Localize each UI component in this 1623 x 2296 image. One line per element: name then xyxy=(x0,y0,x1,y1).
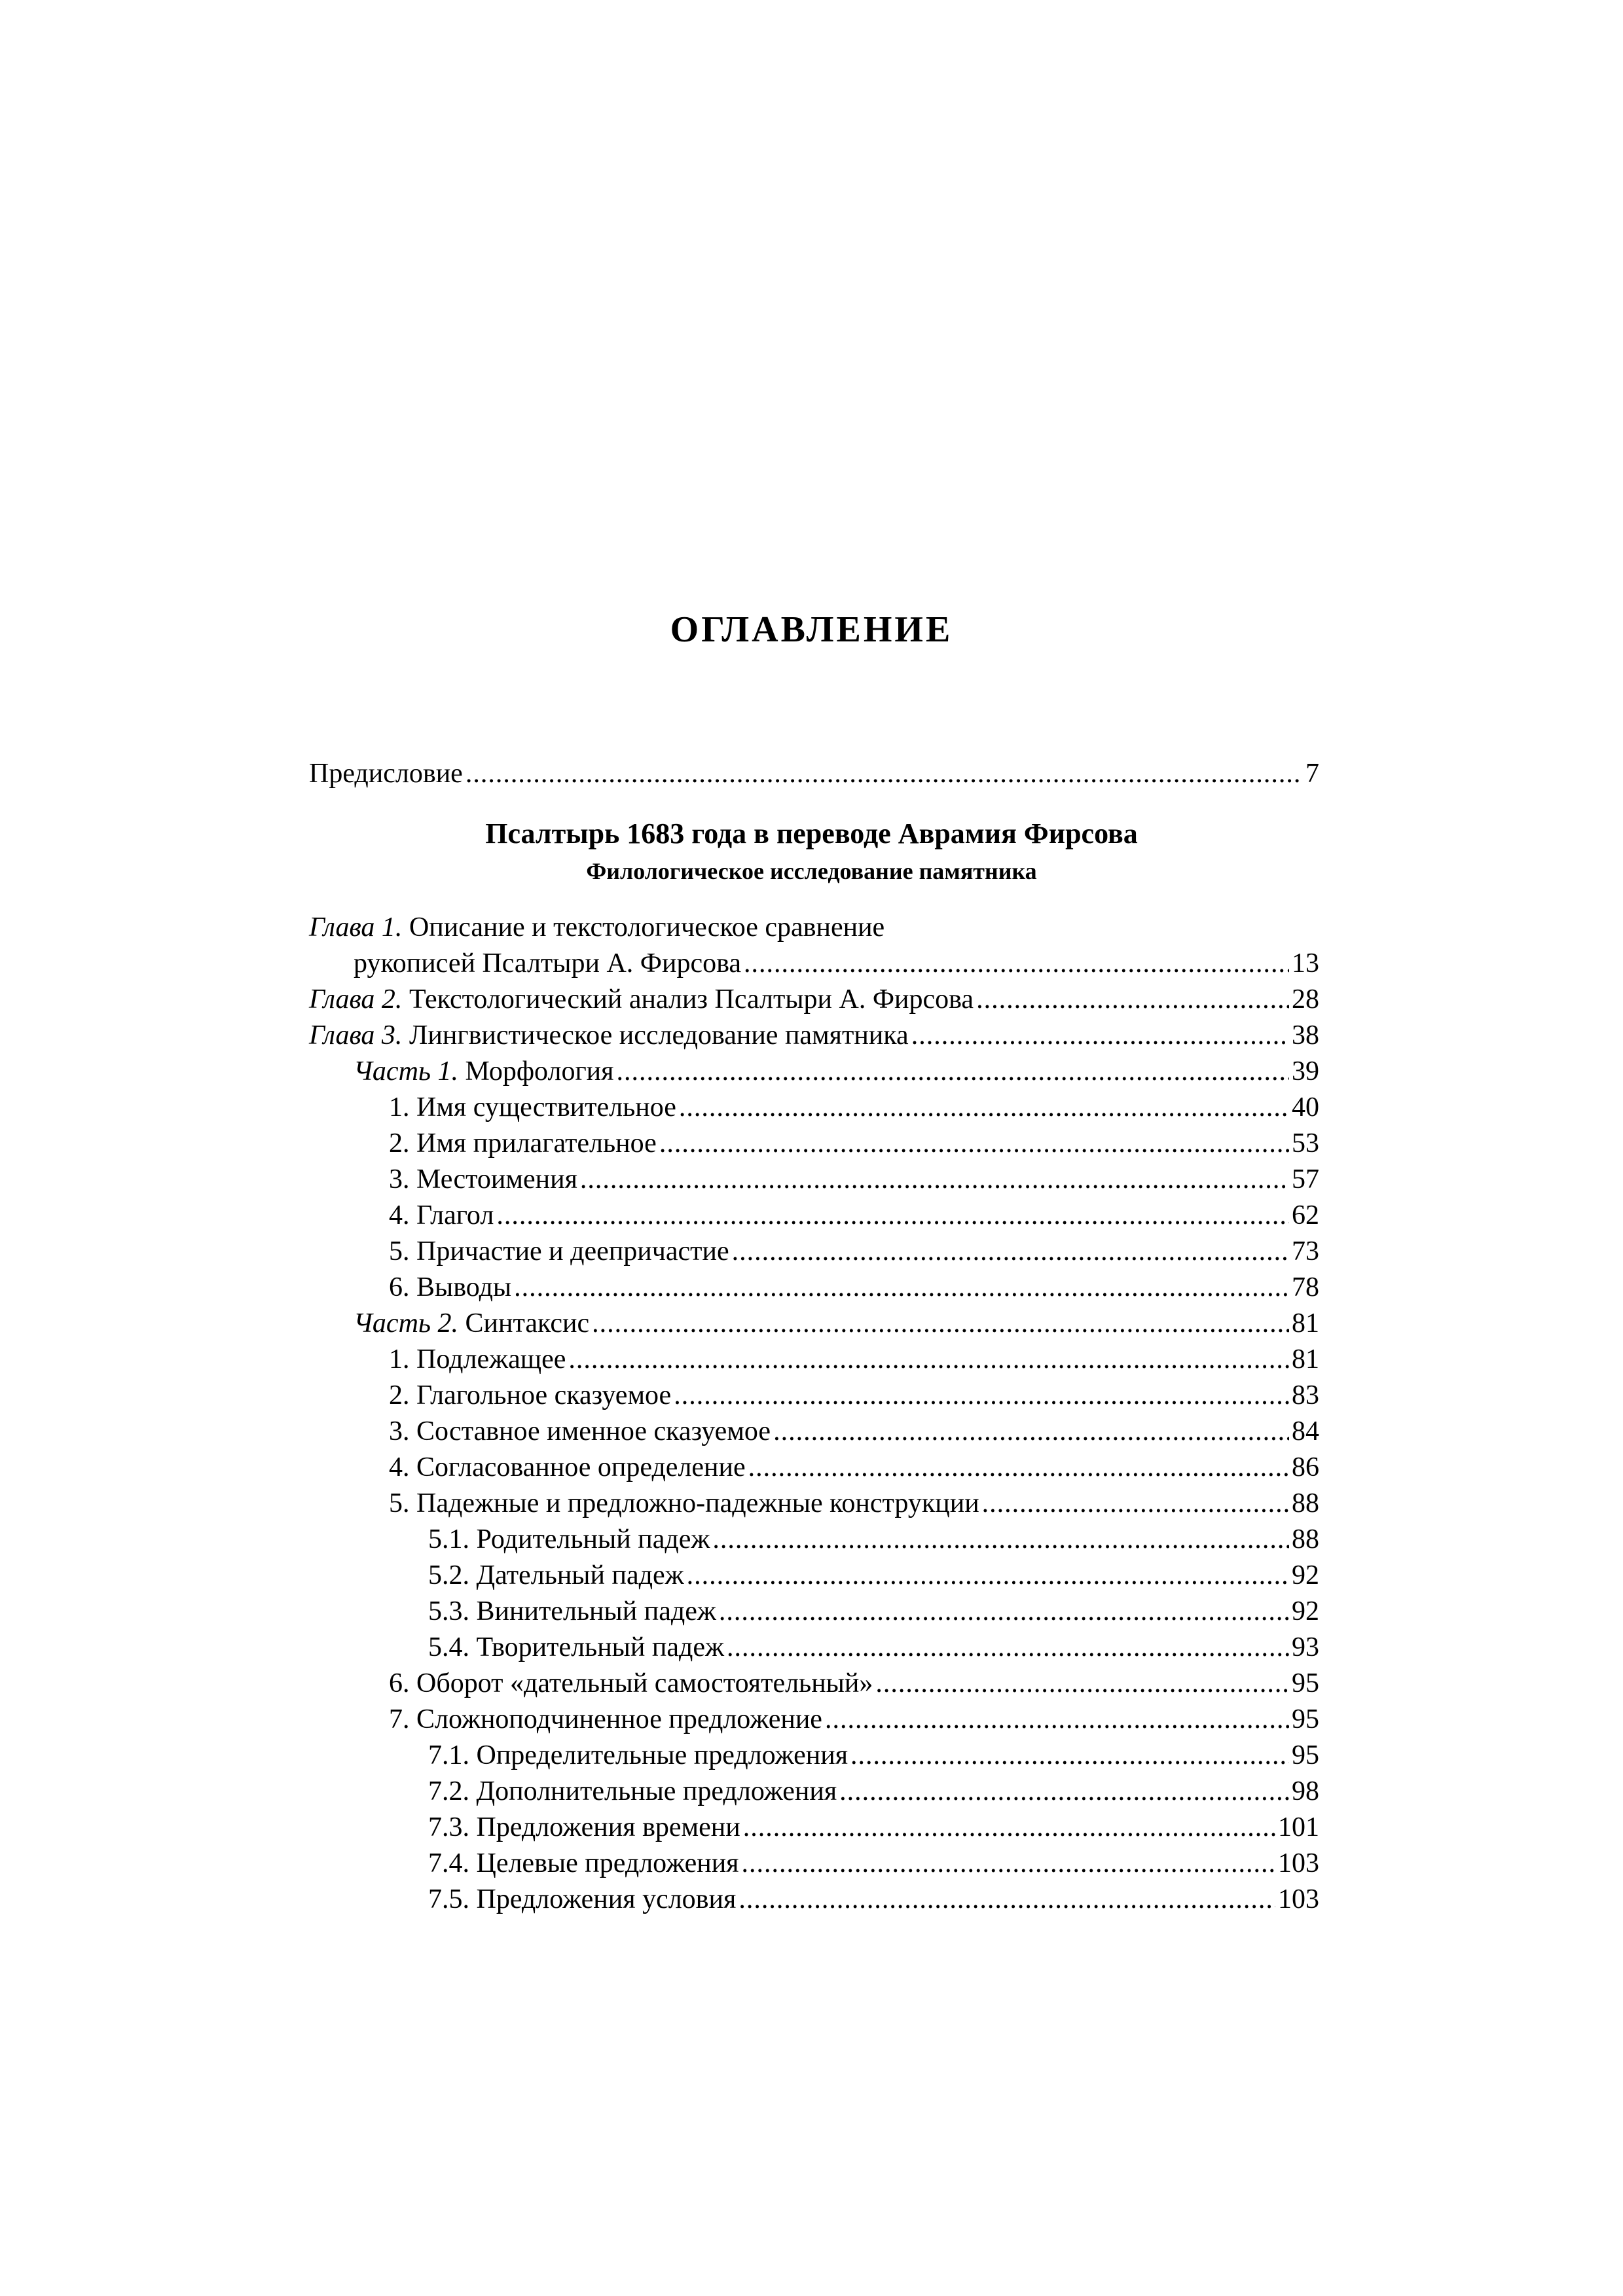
toc-entry-part-2[interactable] xyxy=(354,1306,1319,1341)
toc-entry-page: 38 xyxy=(1292,1020,1319,1050)
toc-entry-label: 7.3. Предложения времени xyxy=(428,1812,740,1842)
toc-entry-label: 7. Сложноподчиненное предложение xyxy=(389,1704,822,1734)
toc-entry-page: 88 xyxy=(1292,1488,1319,1518)
toc-entry-page: 101 xyxy=(1278,1812,1319,1842)
toc-entry[interactable] xyxy=(428,1594,1319,1629)
toc-entry-label: 7.5. Предложения условия xyxy=(428,1884,737,1914)
section-title: Псалтырь 1683 года в переводе Аврамия Фирсова xyxy=(485,817,1138,850)
toc-entry-page: 28 xyxy=(1292,984,1319,1014)
toc-entry-label: Предисловие xyxy=(309,759,463,789)
toc-entry-label: рукописей Псалтыри А. Фирсова xyxy=(354,948,741,978)
toc-entry[interactable] xyxy=(389,1450,1319,1485)
dot-leader xyxy=(568,1342,1289,1377)
toc-entry[interactable] xyxy=(389,1414,1319,1449)
toc-entry-label: 7.1. Определительные предложения xyxy=(428,1740,848,1770)
toc-entry-chapter-3[interactable] xyxy=(309,1018,1319,1053)
dot-leader xyxy=(712,1522,1289,1557)
dot-leader xyxy=(727,1630,1289,1665)
section-subtitle: Филологическое исследование памятника xyxy=(586,858,1037,884)
toc-entry-page: 39 xyxy=(1292,1056,1319,1086)
toc-entry-label: 5.4. Творительный падеж xyxy=(428,1632,725,1662)
chapter-lead: Глава 2. xyxy=(309,984,403,1014)
toc-entry-page: 98 xyxy=(1292,1776,1319,1806)
part-lead: Часть 2. xyxy=(354,1308,459,1338)
toc-entry-label: 4. Глагол xyxy=(389,1200,494,1230)
dot-leader xyxy=(839,1774,1289,1809)
toc-entry[interactable] xyxy=(389,1162,1319,1197)
toc-entry-page: 92 xyxy=(1292,1596,1319,1626)
part-lead: Часть 1. xyxy=(354,1056,459,1086)
toc-entry[interactable] xyxy=(428,1522,1319,1557)
toc-entry[interactable] xyxy=(389,1198,1319,1233)
toc-entry[interactable] xyxy=(428,1774,1319,1809)
toc-entry-label: 2. Имя прилагательное xyxy=(389,1128,657,1158)
toc-entry-label: 1. Имя существительное xyxy=(389,1092,676,1122)
toc-entry-label: 4. Согласованное определение xyxy=(389,1452,746,1482)
toc-entry[interactable] xyxy=(428,1558,1319,1593)
dot-leader xyxy=(982,1486,1289,1521)
toc-entry-label: 3. Составное именное сказуемое xyxy=(389,1416,771,1446)
chapter-lead: Глава 3. xyxy=(309,1020,403,1050)
toc-entry-label: Описание и текстологическое сравнение xyxy=(409,912,885,942)
toc-entry-page: 57 xyxy=(1292,1164,1319,1194)
toc-entry[interactable] xyxy=(428,1846,1319,1881)
toc-entry-label: Текстологический анализ Псалтыри А. Фирсова xyxy=(409,984,974,1014)
toc-entry-label: Лингвистическое исследование памятника xyxy=(409,1020,909,1050)
toc-entry[interactable] xyxy=(389,1378,1319,1413)
dot-leader xyxy=(744,946,1289,981)
toc-entry[interactable] xyxy=(389,1486,1319,1521)
dot-leader xyxy=(465,756,1303,791)
dot-leader xyxy=(674,1378,1289,1413)
toc-entry[interactable] xyxy=(389,1090,1319,1125)
dot-leader xyxy=(850,1738,1289,1773)
toc-entry[interactable] xyxy=(428,1882,1319,1917)
dot-leader xyxy=(719,1594,1289,1629)
toc-entry[interactable] xyxy=(389,1234,1319,1269)
toc-entry-label: Морфология xyxy=(465,1056,614,1086)
dot-leader xyxy=(592,1306,1289,1341)
toc-entry-label: 7.4. Целевые предложения xyxy=(428,1848,739,1878)
toc-entry-page: 84 xyxy=(1292,1416,1319,1446)
toc-entry-label: Синтаксис xyxy=(465,1308,590,1338)
dot-leader xyxy=(742,1846,1276,1881)
toc-entry[interactable] xyxy=(428,1810,1319,1845)
dot-leader xyxy=(825,1702,1289,1737)
dot-leader xyxy=(514,1270,1289,1305)
toc-entry-page: 95 xyxy=(1292,1704,1319,1734)
toc-entry-page: 62 xyxy=(1292,1200,1319,1230)
toc-entry[interactable] xyxy=(389,1342,1319,1377)
dot-leader xyxy=(496,1198,1289,1233)
toc-entry-page: 7 xyxy=(1305,759,1319,789)
toc-entry-label: 6. Выводы xyxy=(389,1272,512,1302)
toc-entry[interactable] xyxy=(389,1126,1319,1161)
toc-entry-label: 5.3. Винительный падеж xyxy=(428,1596,716,1626)
toc-entry-page: 78 xyxy=(1292,1272,1319,1302)
dot-leader xyxy=(659,1126,1289,1161)
dot-leader xyxy=(773,1414,1289,1449)
toc-entry[interactable] xyxy=(389,1666,1319,1701)
toc-entry-label: 5. Падежные и предложно-падежные конструкции xyxy=(389,1488,979,1518)
toc-entry-part-1[interactable] xyxy=(354,1054,1319,1089)
dot-leader xyxy=(687,1558,1289,1593)
dot-leader xyxy=(732,1234,1289,1269)
toc-entry[interactable] xyxy=(389,1270,1319,1305)
toc-entry-label: 1. Подлежащее xyxy=(389,1344,566,1374)
dot-leader xyxy=(976,982,1289,1017)
dot-leader xyxy=(739,1882,1275,1917)
toc-entry-page: 81 xyxy=(1292,1308,1319,1338)
dot-leader xyxy=(616,1054,1289,1089)
dot-leader xyxy=(679,1090,1289,1125)
toc-entry-chapter-1-line-2[interactable] xyxy=(354,946,1319,981)
toc-entry-preface[interactable] xyxy=(309,756,1319,791)
toc-entry-label: 7.2. Дополнительные предложения xyxy=(428,1776,837,1806)
toc-entry-page: 103 xyxy=(1278,1884,1319,1914)
dot-leader xyxy=(911,1018,1289,1053)
toc-entry-page: 53 xyxy=(1292,1128,1319,1158)
dot-leader xyxy=(580,1162,1289,1197)
dot-leader xyxy=(743,1810,1275,1845)
toc-entry-label: 3. Местоимения xyxy=(389,1164,577,1194)
toc-entry-page: 95 xyxy=(1292,1740,1319,1770)
toc-entry-page: 13 xyxy=(1292,948,1319,978)
toc-entry-page: 92 xyxy=(1292,1560,1319,1590)
toc-entry[interactable] xyxy=(428,1738,1319,1773)
toc-entry-label: 5. Причастие и деепричастие xyxy=(389,1236,729,1266)
toc-entry-page: 83 xyxy=(1292,1380,1319,1410)
toc-entry-label: 6. Оборот «дательный самостоятельный» xyxy=(389,1668,873,1698)
chapter-lead: Глава 1. xyxy=(309,912,403,942)
toc-entry-page: 81 xyxy=(1292,1344,1319,1374)
toc-entry[interactable] xyxy=(428,1630,1319,1665)
toc-entry-chapter-2[interactable] xyxy=(309,982,1319,1017)
toc-entry-page: 95 xyxy=(1292,1668,1319,1698)
toc-entry-page: 40 xyxy=(1292,1092,1319,1122)
toc-entry-chapter-1-line-1[interactable] xyxy=(309,910,884,945)
toc-entry[interactable] xyxy=(389,1702,1319,1737)
toc-entry-label: 5.1. Родительный падеж xyxy=(428,1524,710,1554)
toc-entry-page: 88 xyxy=(1292,1524,1319,1554)
toc-entry-page: 93 xyxy=(1292,1632,1319,1662)
dot-leader xyxy=(875,1666,1289,1701)
toc-entry-page: 73 xyxy=(1292,1236,1319,1266)
page-title: ОГЛАВЛЕНИЕ xyxy=(670,609,953,650)
toc-entry-label: 5.2. Дательный падеж xyxy=(428,1560,684,1590)
toc-entry-label: 2. Глагольное сказуемое xyxy=(389,1380,672,1410)
toc-entry-page: 103 xyxy=(1278,1848,1319,1878)
dot-leader xyxy=(748,1450,1289,1485)
toc-entry-page: 86 xyxy=(1292,1452,1319,1482)
